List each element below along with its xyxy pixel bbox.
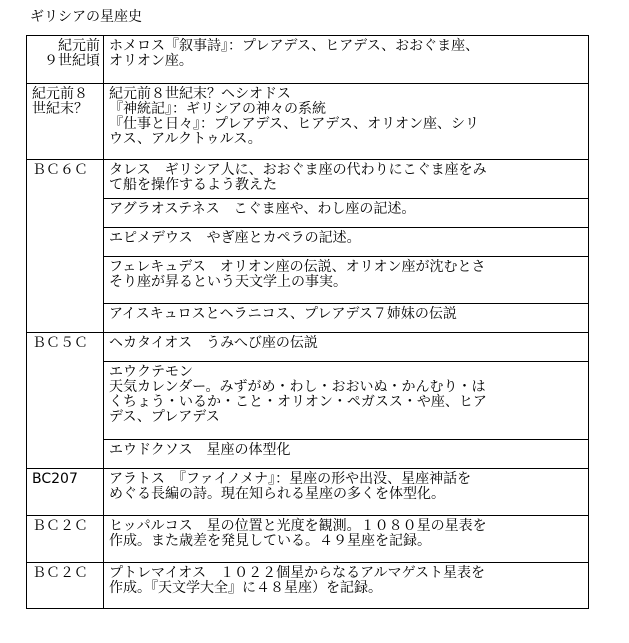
description-cell: アイスキュロスとヘラニコス、プレアデス７姉妹の伝説 [104, 304, 589, 333]
description-cell: アグラオステネス こぐま座や、わし座の記述。 [104, 199, 589, 228]
table-row [27, 160, 589, 199]
table-row [27, 199, 589, 228]
table-row [27, 228, 589, 257]
table-row [27, 469, 589, 516]
table-row [27, 36, 589, 84]
description-cell: アラトス 『ファイノメナ』：星座の形や出没、星座神話を めぐる長編の詩。現在知られる星座の多くを体型化。 [104, 469, 589, 516]
era-cell-bc5c: ＢＣ５Ｃ [27, 333, 104, 469]
description-cell: 紀元前８世紀末？ヘシオドス 『神統記』：ギリシアの神々の系統 『仕事と日々』：プレアデス、ヒアデス、オリオン座、シリ ウス、アルクトゥルス。 [104, 84, 589, 160]
table-row [27, 333, 589, 362]
era-cell: ＢＣ２Ｃ [27, 516, 104, 563]
description-cell: プトレマイオス １０２２個星からなるアルマゲスト星表を 作成。『天文学大全』に４８星座）を記録。 [104, 563, 589, 609]
era-cell-bc6c: ＢＣ６Ｃ [27, 160, 104, 333]
table-row [27, 304, 589, 333]
era-cell: 紀元前 ９世紀頃 [27, 36, 104, 84]
era-cell: BC207 [27, 469, 104, 516]
description-cell: タレス ギリシア人に、おおぐま座の代わりにこぐま座をみ て船を操作するよう教えた [104, 160, 589, 199]
description-cell: エウドクソス 星座の体型化 [104, 440, 589, 469]
description-cell: ヘカタイオス うみへび座の伝説 [104, 333, 589, 362]
description-cell: フェレキュデス オリオン座の伝説、オリオン座が沈むとさ そり座が昇るという天文学上の事実。 [104, 257, 589, 304]
table-row [27, 84, 589, 160]
era-cell: ＢＣ２Ｃ [27, 563, 104, 609]
description-cell: エウクテモン 天気カレンダー。みずがめ・わし・おおいぬ・かんむり・は くちょう・いるか・こと・オリオン・ペガスス・や座、ヒア デス、プレアデス [104, 362, 589, 440]
description-cell: ヒッパルコス 星の位置と光度を観測。１０８０星の星表を 作成。また歳差を発見している。４９星座を記録。 [104, 516, 589, 563]
table-row [27, 563, 589, 609]
table-row [27, 516, 589, 563]
era-cell: 紀元前８ 世紀末？ [27, 84, 104, 160]
table-row [27, 257, 589, 304]
table-row [27, 440, 589, 469]
greek-constellation-history-table [26, 35, 589, 609]
description-cell: ホメロス『叙事詩』：プレアデス、ヒアデス、おおぐま座、 オリオン座。 [104, 36, 589, 84]
table-row [27, 362, 589, 440]
page-title: ギリシアの星座史 [30, 9, 142, 25]
description-cell: エピメデウス やぎ座とカペラの記述。 [104, 228, 589, 257]
